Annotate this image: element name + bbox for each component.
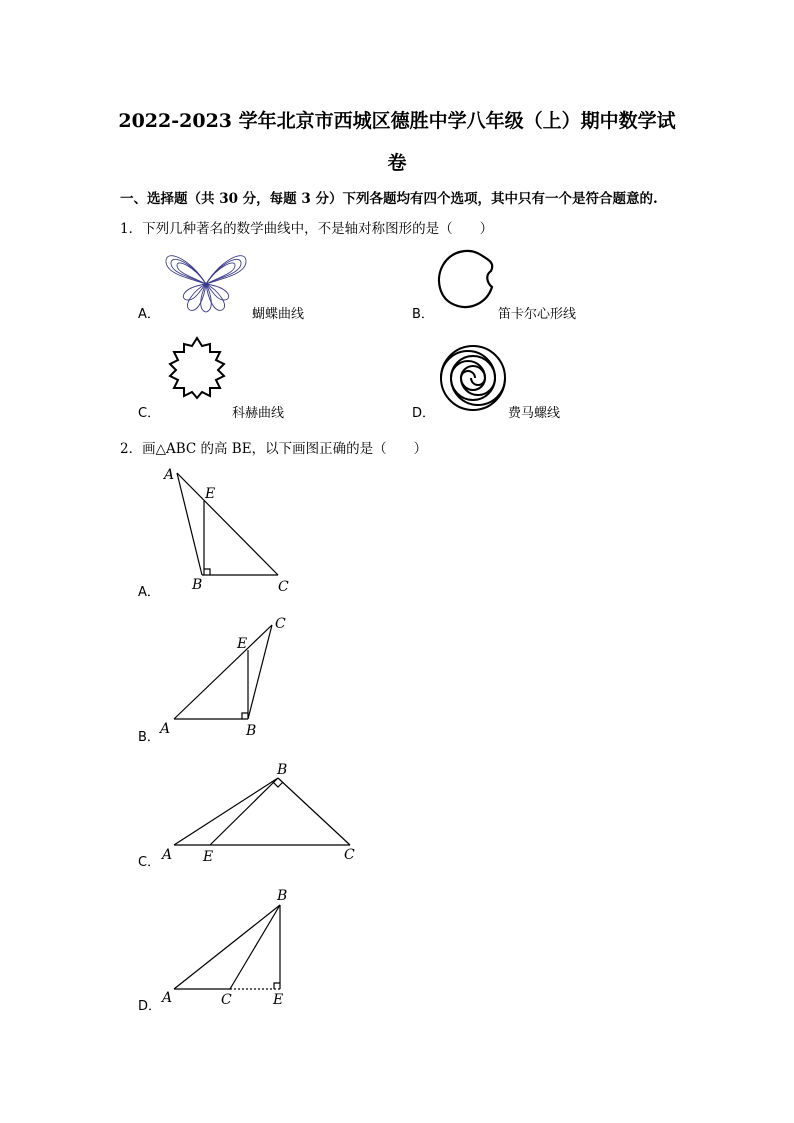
- q2c-point-e: E: [203, 849, 214, 865]
- q2d-point-e: E: [273, 992, 284, 1008]
- q2d-point-a: A: [162, 990, 173, 1006]
- question-2-stem: 2．画△ABC 的高 BE，以下画图正确的是（ ）: [120, 441, 428, 457]
- q1-option-c-caption: 科赫曲线: [232, 406, 285, 421]
- q2c-point-b: B: [277, 762, 288, 778]
- q1-option-d-letter[interactable]: D．: [412, 406, 436, 421]
- q2b-point-e: E: [237, 636, 248, 652]
- q1-option-a-letter[interactable]: A．: [138, 307, 160, 322]
- q2-option-b-figure: [160, 612, 300, 742]
- q2-option-a-letter[interactable]: A．: [138, 585, 160, 600]
- q2d-point-c: C: [221, 992, 232, 1008]
- q2a-point-b: B: [192, 577, 203, 593]
- q2a-point-c: C: [278, 579, 289, 595]
- page-title-line1: 2022-2023 学年北京市西城区德胜中学八年级（上）期中数学试: [118, 110, 676, 132]
- q1-option-c-letter[interactable]: C．: [138, 406, 161, 421]
- q2d-point-b: B: [277, 888, 288, 904]
- q1-option-d-caption: 费马螺线: [508, 406, 561, 421]
- page-title-line2: 卷: [387, 152, 407, 174]
- koch-curve-figure: [162, 336, 232, 398]
- q2b-point-a: A: [160, 721, 171, 737]
- fermat-spiral-figure: [438, 344, 508, 406]
- butterfly-curve-figure: [160, 248, 252, 318]
- q2-option-c-figure: [160, 760, 370, 870]
- section-heading: 一、选择题（共 30 分，每题 3 分）下列各题均有四个选项，其中只有一个是符合题意的.: [120, 191, 658, 207]
- q2b-point-c: C: [275, 616, 286, 632]
- q2-option-d-letter[interactable]: D．: [138, 999, 162, 1014]
- q1-option-b-letter[interactable]: B．: [412, 307, 434, 322]
- q2a-point-e: E: [205, 486, 216, 502]
- q2b-point-b: B: [246, 723, 257, 739]
- q2-option-c-letter[interactable]: C．: [138, 855, 161, 870]
- q2-option-a-figure: [160, 465, 300, 595]
- q2c-point-c: C: [344, 847, 355, 863]
- q1-option-a-caption: 蝴蝶曲线: [252, 307, 305, 322]
- q2-option-d-figure: [160, 883, 310, 1013]
- cardioid-figure: [435, 245, 505, 315]
- q1-option-b-caption: 笛卡尔心形线: [498, 307, 577, 322]
- question-1-stem: 1．下列几种著名的数学曲线中，不是轴对称图形的是（ ）: [120, 221, 494, 237]
- q2a-point-a: A: [164, 467, 175, 483]
- q2c-point-a: A: [162, 847, 173, 863]
- q2-option-b-letter[interactable]: B．: [138, 730, 160, 745]
